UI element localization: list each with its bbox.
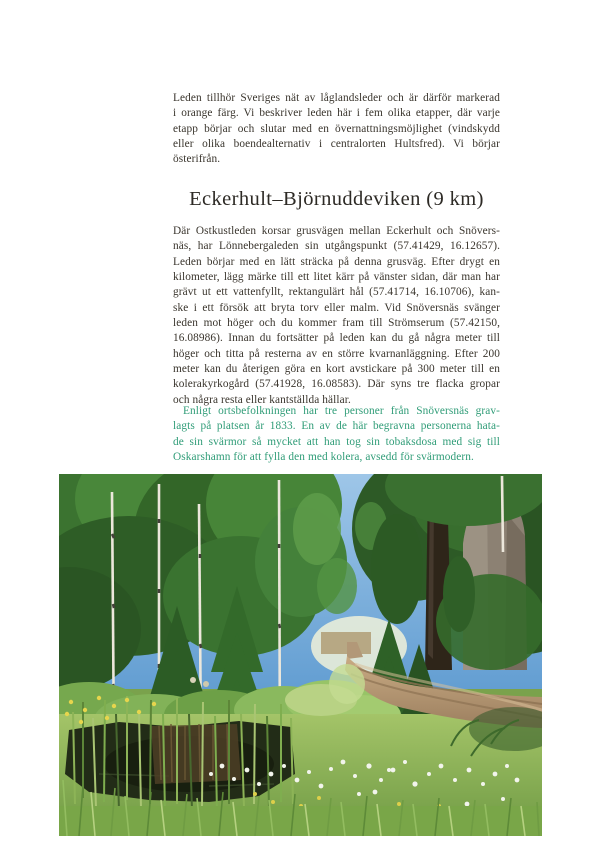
text-line: höger och titta på resterna av en större kvarnanläggning. Efter 200 (173, 347, 500, 360)
text-line: Leden börjar med en lätt sträcka på denna grusväg. Efter drygt en (173, 255, 500, 268)
text-line: 16.08986). Innan du fortsätter på leden kan du gå några meter till (173, 332, 500, 345)
text-line: Oskarshamn för att fylla den med kolera, avsedd för svärmodern. (173, 450, 474, 463)
text-line: österifrån. (173, 153, 221, 166)
text-line: grävt ut ett vattenfyllt, rektangulärt hål (57.41714, 16.10706), kan- (173, 286, 500, 299)
note-paragraph (173, 404, 500, 465)
trail-photo (59, 474, 542, 836)
section-heading: Eckerhult–Björnuddeviken (9 km) (189, 188, 484, 210)
text-line: eller olika boendealternativ i centralorten Hultsfred). Vi börjar (173, 137, 500, 150)
text-line: ske i ett försök att bryta torv eller malm. Vid Snöversnäs svänger (173, 301, 500, 314)
intro-paragraph (173, 91, 500, 168)
text-line: meter kan du återigen göra en kort avstickare på 300 meter till en (173, 362, 500, 375)
text-line: lagts på platsen år 1833. En av de här begravna personerna hata- (173, 420, 500, 433)
text-line: leden mot höger och du kommer fram till Strömserum (57.42150, (173, 316, 500, 329)
text-line: och några resta eller kantställda hällar. (173, 393, 351, 406)
text-line: Leden tillhör Sveriges nät av låglandsleder och är därför markerad (173, 92, 500, 104)
text-line: näs, har Lönnebergaleden sin utgångspunkt (57.41429, 16.12657). (173, 240, 500, 253)
text-line: Där Ostkustleden korsar grusvägen mellan Eckerhult och Snövers- (173, 225, 500, 237)
text-line: kilometer, lägg märke till ett litet kärr på vänster sidan, där man har (173, 270, 500, 283)
text-line: Enligt ortsbefolkningen har tre personer från Snöversnäs grav- (183, 405, 500, 417)
forest-scene-illustration (59, 474, 542, 836)
text-line: etapp börjar och slutar med en övernattningsmöjlighet (vindskydd (173, 122, 500, 135)
text-line: i orange färg. Vi beskriver leden här i fem olika etapper, där varje (173, 107, 500, 120)
text-line: de sin svärmor så mycket att han tog sin tobaksdosa med sig till (173, 435, 500, 448)
body-paragraph (173, 224, 500, 408)
text-line: kolerakyrkogård (57.41928, 16.08583). Där syns tre flacka gropar (173, 378, 500, 391)
